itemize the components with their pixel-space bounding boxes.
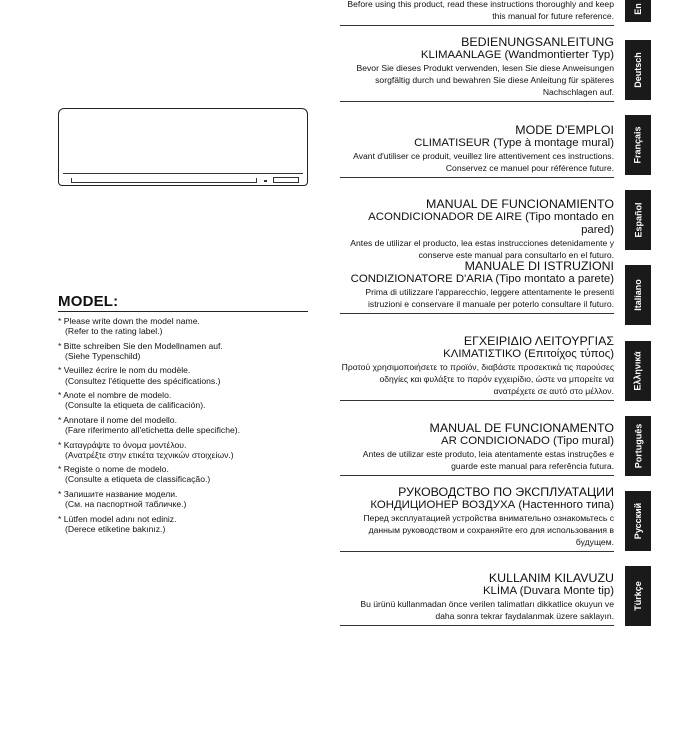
list-item: * Καταγράψτε το όνομα μοντέλου. (Ανατρέξτε στην ετικέτα τεχνικών στοιχείων.) <box>58 440 318 460</box>
section-title: KULLANIM KILAVUZU <box>488 571 614 585</box>
section-desc: Avant d'utiliser ce produit, veuillez lire attentivement ces instructions. Conservez ce manuel pour référence future. <box>353 151 614 173</box>
tab-italiano[interactable]: Italiano <box>625 265 651 325</box>
air-conditioner-illustration <box>58 108 308 186</box>
tab-turkce[interactable]: Türkçe <box>625 566 651 626</box>
model-heading: MODEL: <box>58 293 308 312</box>
section-desc: Προτού χρησιμοποιήσετε το προϊόν, διαβάστε προσεκτικά τις παρούσες οδηγίες και φυλάξτε το παρόν εγχειρίδιο, ώστε να μπορείτε να ανατρέχετε σε αυτό στο μέλλον. <box>341 362 614 396</box>
section-desc: Prima di utilizzare l'apparecchio, leggere attentamente le presenti istruzioni e conservare il manuale per poterlo consultare il futuro. <box>365 287 614 309</box>
model-notes-list <box>58 316 318 538</box>
list-item: * Registe o nome de modelo. (Consulte a etiqueta de classificação.) <box>58 464 318 484</box>
divider <box>340 101 614 102</box>
section-portugues <box>340 421 614 476</box>
section-desc: Antes de utilizar este produto, leia atentamente estas instruções e guarde este manual para referência futura. <box>362 449 614 471</box>
section-ellinika <box>340 334 614 401</box>
section-subtitle: AR CONDICIONADO (Tipo mural) <box>441 435 614 447</box>
section-english <box>340 0 614 26</box>
tab-russkiy[interactable]: Русский <box>625 491 651 551</box>
section-english-desc: Before using this product, read these instructions thoroughly and keep this manual for future reference. <box>347 0 614 21</box>
divider <box>340 400 614 401</box>
section-title: MANUAL DE FUNCIONAMIENTO <box>426 197 614 211</box>
divider <box>340 475 614 476</box>
tab-portugues[interactable]: Português <box>625 416 651 476</box>
section-subtitle: КОНДИЦИОНЕР ВОЗДУХА (Настенного типа) <box>370 499 614 511</box>
list-item: * Bitte schreiben Sie den Modellnamen auf. (Siehe Typenschild) <box>58 341 318 361</box>
tab-deutsch[interactable]: Deutsch <box>625 40 651 100</box>
divider <box>340 25 614 26</box>
tab-english[interactable]: En <box>625 0 651 22</box>
section-title: BEDIENUNGSANLEITUNG <box>461 35 614 49</box>
section-subtitle: KLİMA (Duvara Monte tip) <box>482 585 614 597</box>
section-italiano <box>340 259 614 314</box>
section-desc: Bevor Sie dieses Produkt verwenden, lesen Sie diese Anweisungen sorgfältig durch und bewahren Sie diese Anleitung für späteres Nachschlagen auf. <box>356 63 614 97</box>
section-subtitle: ΚΛΙΜΑΤΙΣΤΙΚΟ (Επιτοίχος τύπος) <box>443 348 614 360</box>
section-francais <box>340 123 614 178</box>
section-title: РУКОВОДСТВО ПО ЭКСПЛУАТАЦИИ <box>398 485 614 499</box>
list-item: * Anote el nombre de modelo. (Consulte la etiqueta de calificación). <box>58 390 318 410</box>
section-desc: Antes de utilizar el producto, lea estas instrucciones detenidamente y conserve este manual para consultarlo en el futuro. <box>350 238 614 260</box>
section-desc: Bu ürünü kullanmadan önce verilen talimatları dikkatlice okuyun ve daha sonra tekrar faydalanmak üzere saklayın. <box>360 599 614 621</box>
divider <box>340 177 614 178</box>
section-title: MANUALE DI ISTRUZIONI <box>464 259 614 273</box>
list-item: * Annotare il nome del modello. (Fare riferimento all'etichetta delle specifiche). <box>58 415 318 435</box>
section-title: ΕΓΧΕΙΡΙΔΙΟ ΛΕΙΤΟΥΡΓΙΑΣ <box>463 334 614 348</box>
section-desc: Перед эксплуатацией устройства внимательно ознакомьтесь с данным руководством и сохраняйте его для использования в будущем. <box>363 513 614 547</box>
divider <box>340 625 614 626</box>
divider <box>340 313 614 314</box>
section-subtitle: KLIMAANLAGE (Wandmontierter Typ) <box>420 49 614 61</box>
list-item: * Запишите название модели. (См. на паспортной табличке.) <box>58 489 318 509</box>
tab-ellinika[interactable]: Ελληνικά <box>625 341 651 401</box>
section-title: MANUAL DE FUNCIONAMENTO <box>429 421 614 435</box>
list-item: * Lütfen model adını not ediniz. (Derece etiketine bakınız.) <box>58 514 318 534</box>
tab-espanol[interactable]: Español <box>625 190 651 250</box>
section-subtitle: CLIMATISEUR (Type à montage mural) <box>414 137 614 149</box>
list-item: * Veuillez écrire le nom du modèle. (Consultez l'étiquette des spécifications.) <box>58 365 318 385</box>
section-title: MODE D'EMPLOI <box>515 123 614 137</box>
list-item: * Please write down the model name. (Refer to the rating label.) <box>58 316 318 336</box>
section-subtitle: CONDIZIONATORE D'ARIA (Tipo montato a parete) <box>350 273 614 285</box>
divider <box>340 551 614 552</box>
section-russkiy <box>340 485 614 552</box>
section-turkce <box>340 571 614 626</box>
section-subtitle: ACONDICIONADOR DE AIRE (Tipo montado en pared) <box>368 211 614 236</box>
tab-francais[interactable]: Français <box>625 115 651 175</box>
section-espanol <box>340 197 614 261</box>
section-deutsch <box>340 35 614 102</box>
